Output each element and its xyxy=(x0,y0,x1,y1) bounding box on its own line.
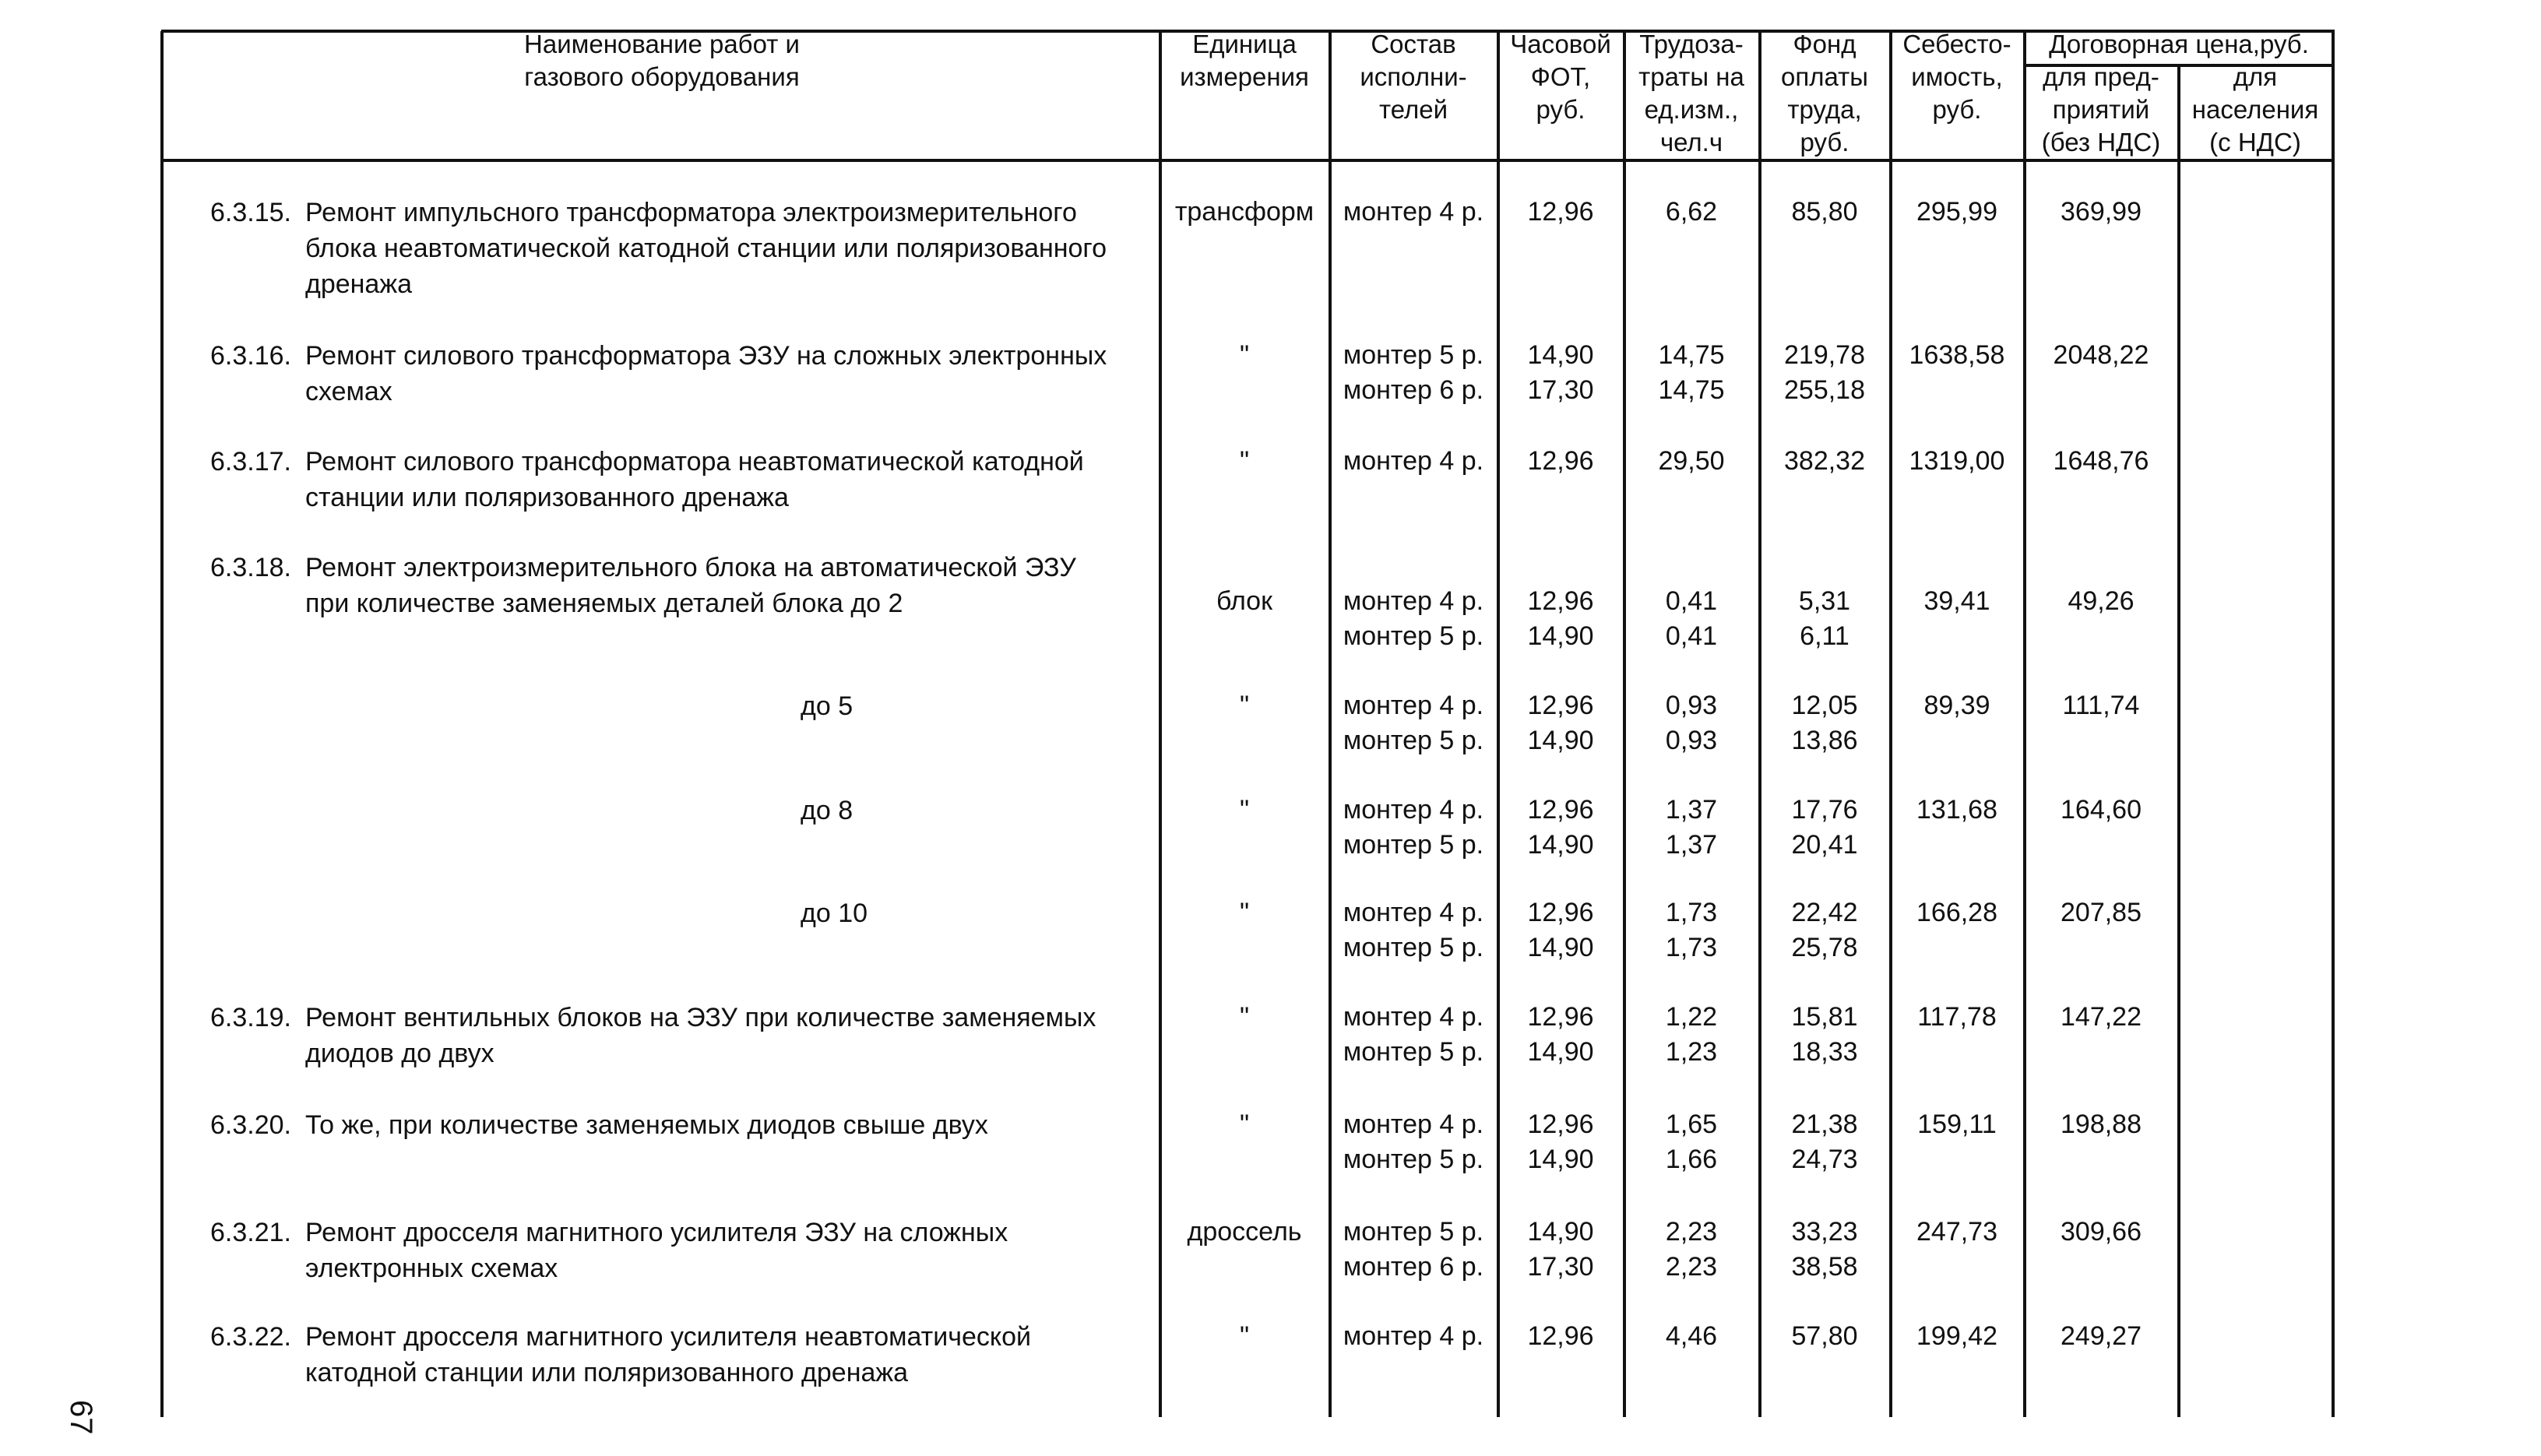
row-price-enterprise: 147,22 xyxy=(2061,1002,2142,1032)
row-fund: 17,76 20,41 xyxy=(1791,795,1858,860)
row-cost: 1319,00 xyxy=(1909,446,2005,476)
row-fund: 22,42 25,78 xyxy=(1791,898,1858,962)
row-labor: 4,46 xyxy=(1665,1321,1718,1351)
row-unit: дроссель xyxy=(1187,1217,1302,1247)
row-unit: " xyxy=(1239,795,1250,825)
col-border-unit xyxy=(1159,31,1162,1417)
row-fot: 12,96 xyxy=(1527,446,1594,476)
row-fund: 33,23 38,58 xyxy=(1791,1217,1858,1282)
row-fund: 57,80 xyxy=(1791,1321,1858,1351)
row-cost: 159,11 xyxy=(1917,1110,1997,1139)
row-unit: " xyxy=(1239,446,1250,476)
header-enterprise: для пред- приятий (без НДС) xyxy=(2041,62,2161,157)
row-name: Ремонт силового трансформатора неавтоматической катодной станции или поляризованного дренажа xyxy=(305,447,1084,512)
row-code: 6.3.18. xyxy=(210,553,291,582)
row-code: 6.3.17. xyxy=(210,447,291,477)
row-staff: монтер 4 р. xyxy=(1343,446,1484,476)
row-cost: 295,99 xyxy=(1916,197,1997,227)
row-fot: 12,96 14,90 xyxy=(1527,898,1594,962)
header-name: Наименование работ и газового оборудования xyxy=(524,30,800,91)
row-price-enterprise: 198,88 xyxy=(2061,1110,2142,1139)
row-price-enterprise: 111,74 xyxy=(2062,691,2140,720)
row-labor: 1,65 1,66 xyxy=(1665,1110,1718,1174)
col-border-population xyxy=(2177,64,2180,1417)
header-bottom-border xyxy=(161,159,2335,162)
row-name: до 8 xyxy=(801,796,853,825)
row-name: То же, при количестве заменяемых диодов свыше двух xyxy=(305,1110,988,1140)
row-code: 6.3.16. xyxy=(210,341,291,371)
row-unit: " xyxy=(1239,898,1250,927)
row-fot: 12,96 14,90 xyxy=(1527,795,1594,860)
row-labor: 6,62 xyxy=(1665,197,1718,227)
header-population: для населения (с НДС) xyxy=(2191,62,2319,157)
row-staff: монтер 4 р. xyxy=(1343,197,1484,227)
row-fund: 5,31 6,11 xyxy=(1798,586,1851,651)
row-name: Ремонт дросселя магнитного усилителя ЭЗУ на сложных электронных схемах xyxy=(305,1218,1008,1283)
row-price-enterprise: 207,85 xyxy=(2061,898,2142,927)
row-staff: монтер 4 р. монтер 5 р. xyxy=(1343,795,1484,860)
row-fund: 85,80 xyxy=(1791,197,1858,227)
row-unit: трансформ xyxy=(1174,197,1314,227)
col-border-left xyxy=(160,31,164,1417)
row-name: до 5 xyxy=(801,691,853,721)
header-labor: Трудоза- траты на ед.изм., чел.ч xyxy=(1638,30,1744,157)
row-name: Ремонт вентильных блоков на ЭЗУ при количестве заменяемых диодов до двух xyxy=(305,1003,1096,1068)
row-staff: монтер 4 р. монтер 5 р. xyxy=(1343,1002,1484,1067)
row-staff: монтер 4 р. монтер 5 р. xyxy=(1343,1110,1484,1174)
row-fund: 21,38 24,73 xyxy=(1791,1110,1858,1174)
row-code: 6.3.20. xyxy=(210,1110,291,1140)
row-unit: " xyxy=(1239,1002,1250,1032)
row-price-enterprise: 309,66 xyxy=(2061,1217,2142,1247)
row-fot: 12,96 xyxy=(1527,197,1594,227)
row-price-enterprise: 1648,76 xyxy=(2053,446,2149,476)
row-price-enterprise: 2048,22 xyxy=(2053,340,2149,370)
header-fund: Фонд оплаты труда, руб. xyxy=(1781,30,1868,157)
row-staff: монтер 4 р. монтер 5 р. xyxy=(1343,898,1484,962)
row-cost: 1638,58 xyxy=(1909,340,2005,370)
row-name: Ремонт дросселя магнитного усилителя неавтоматической катодной станции или поляризованного дренажа xyxy=(305,1322,1032,1387)
row-name: Ремонт импульсного трансформатора электроизмерительного блока неавтоматической катодной станции или поляризованного дренажа xyxy=(305,198,1107,299)
row-unit: " xyxy=(1239,691,1250,720)
row-cost: 39,41 xyxy=(1923,586,1990,616)
row-price-enterprise: 369,99 xyxy=(2061,197,2142,227)
row-labor: 1,73 1,73 xyxy=(1665,898,1718,962)
header-unit: Единица измерения xyxy=(1180,30,1309,91)
row-fund: 382,32 xyxy=(1784,446,1865,476)
row-labor: 1,22 1,23 xyxy=(1665,1002,1718,1067)
row-staff: монтер 5 р. монтер 6 р. xyxy=(1343,1217,1484,1282)
row-staff: монтер 4 р. монтер 5 р. xyxy=(1343,586,1484,651)
col-border-enterprise xyxy=(2023,31,2026,1417)
header-contract-price: Договорная цена,руб. xyxy=(2049,30,2309,58)
row-labor: 2,23 2,23 xyxy=(1665,1217,1718,1282)
row-code: 6.3.19. xyxy=(210,1003,291,1032)
row-labor: 0,93 0,93 xyxy=(1665,691,1718,755)
row-labor: 14,75 14,75 xyxy=(1658,340,1725,405)
col-border-right xyxy=(2332,31,2335,1417)
row-cost: 89,39 xyxy=(1923,691,1990,720)
row-unit: " xyxy=(1239,340,1250,370)
row-fund: 219,78 255,18 xyxy=(1784,340,1865,405)
row-staff: монтер 5 р. монтер 6 р. xyxy=(1343,340,1484,405)
row-cost: 117,78 xyxy=(1917,1002,1997,1032)
row-price-enterprise: 249,27 xyxy=(2061,1321,2142,1351)
row-name: Ремонт электроизмерительного блока на автоматической ЭЗУ при количестве заменяемых деталей блока до 2 xyxy=(305,553,1076,618)
row-name: Ремонт силового трансформатора ЭЗУ на сложных электронных схемах xyxy=(305,341,1107,406)
row-fot: 12,96 14,90 xyxy=(1527,586,1594,651)
row-labor: 1,37 1,37 xyxy=(1665,795,1718,860)
row-fund: 15,81 18,33 xyxy=(1791,1002,1858,1067)
row-staff: монтер 4 р. xyxy=(1343,1321,1484,1351)
row-cost: 131,68 xyxy=(1916,795,1997,825)
header-cost: Себесто- имость, руб. xyxy=(1902,30,2011,124)
row-cost: 166,28 xyxy=(1916,898,1997,927)
row-staff: монтер 4 р. монтер 5 р. xyxy=(1343,691,1484,755)
row-fot: 12,96 xyxy=(1527,1321,1594,1351)
row-name: до 10 xyxy=(801,899,868,928)
row-fund: 12,05 13,86 xyxy=(1791,691,1858,755)
page-number: 67 xyxy=(64,1400,98,1435)
row-unit: " xyxy=(1239,1110,1250,1139)
header-fot: Часовой ФОТ, руб. xyxy=(1510,30,1611,124)
row-labor: 29,50 xyxy=(1658,446,1725,476)
row-fot: 12,96 14,90 xyxy=(1527,1002,1594,1067)
row-cost: 247,73 xyxy=(1916,1217,1997,1247)
row-unit: блок xyxy=(1216,586,1272,616)
row-price-enterprise: 49,26 xyxy=(2068,586,2135,616)
row-fot: 12,96 14,90 xyxy=(1527,1110,1594,1174)
row-price-enterprise: 164,60 xyxy=(2061,795,2142,825)
row-fot: 12,96 14,90 xyxy=(1527,691,1594,755)
row-cost: 199,42 xyxy=(1916,1321,1997,1351)
row-code: 6.3.22. xyxy=(210,1322,291,1352)
row-fot: 14,90 17,30 xyxy=(1527,1217,1594,1282)
row-code: 6.3.15. xyxy=(210,198,291,227)
row-unit: " xyxy=(1239,1321,1250,1351)
header-staff: Состав исполни- телей xyxy=(1360,30,1467,124)
row-fot: 14,90 17,30 xyxy=(1527,340,1594,405)
row-labor: 0,41 0,41 xyxy=(1665,586,1718,651)
row-code: 6.3.21. xyxy=(210,1218,291,1247)
col-border-cost xyxy=(1889,31,1892,1417)
